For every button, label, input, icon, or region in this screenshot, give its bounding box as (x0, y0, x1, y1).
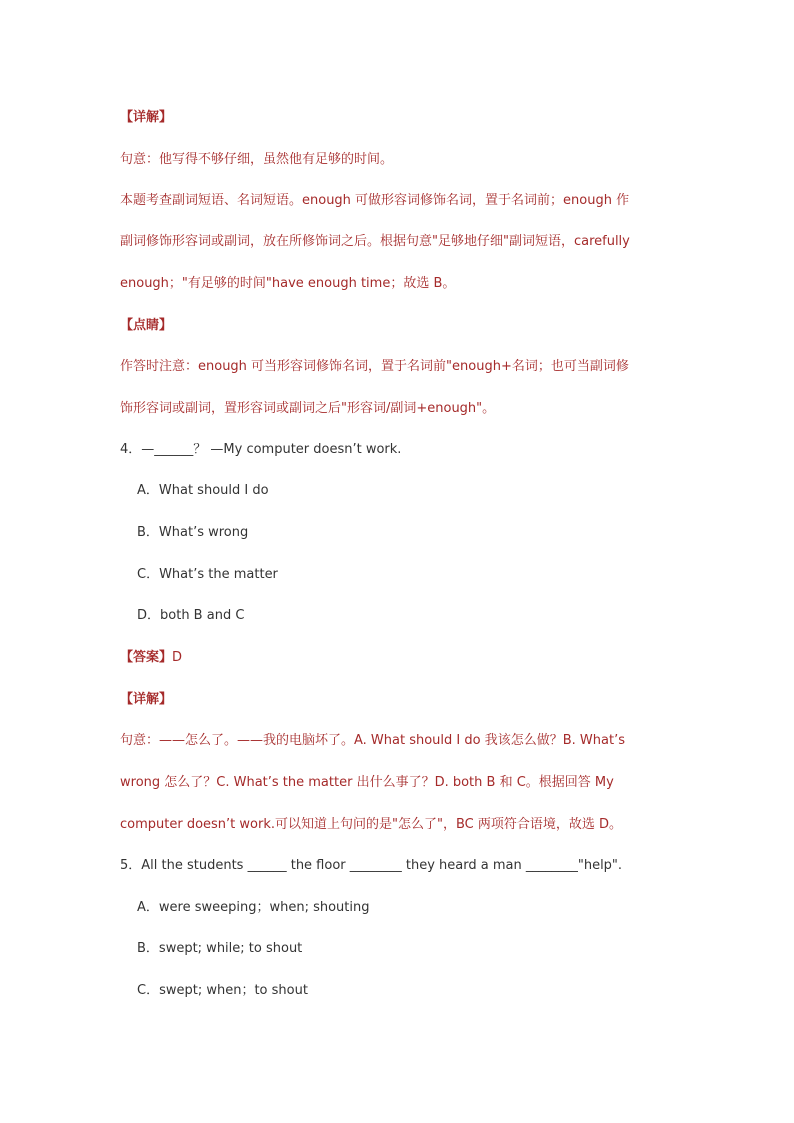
q4-answer (120, 648, 182, 668)
question-5-stem: 5．All the students ______ the floor ________ they heard a man ________"help". (120, 858, 623, 873)
q5-option-b: B．swept; while; to shout (137, 941, 303, 956)
q5-option-c: C．swept; when；to shout (137, 983, 308, 998)
q4-option-a: A．What should I do (137, 483, 269, 498)
q3-explanation-line: 副词修饰形容词或副词，放在所修饰词之后。根据句意"足够地仔细"副词短语，carefully (120, 234, 630, 249)
q4-answer-label: 【答案】 (120, 650, 173, 665)
q4-option-b: B．What’s wrong (137, 525, 249, 540)
q3-tip-line: 作答时注意：enough 可当形容词修饰名词，置于名词前"enough+名词；也可当副词修 (120, 359, 629, 374)
q4-answer-value: D (172, 650, 183, 665)
q4-option-d: D．both B and C (137, 608, 245, 623)
q4-explanation-line: computer doesn’t work.可以知道上句问的是"怎么了"，BC 两项符合语境，故选 D。 (120, 817, 622, 832)
q3-explanation-heading: 【详解】 (120, 110, 173, 125)
q3-tip-heading: 【点睛】 (120, 318, 173, 333)
q3-explanation-line: 本题考查副词短语、名词短语。enough 可做形容词修饰名词，置于名词前；enough 作 (120, 193, 630, 208)
q4-explanation-heading: 【详解】 (120, 692, 173, 707)
q3-explanation-line: 句意：他写得不够仔细，虽然他有足够的时间。 (120, 152, 394, 167)
q3-tip-line: 饰形容词或副词，置形容词或副词之后"形容词/副词+enough"。 (120, 401, 496, 416)
q5-option-a: A．were sweeping；when; shouting (137, 900, 370, 915)
q4-explanation-line: 句意：——怎么了。——我的电脑坏了。A. What should I do 我该怎么做？B. What’s (120, 733, 625, 748)
q3-explanation-line: enough；"有足够的时间"have enough time；故选 B。 (120, 276, 456, 291)
q4-explanation-line: wrong 怎么了？C. What’s the matter 出什么事了？D. both B 和 C。根据回答 My (120, 775, 614, 790)
q4-option-c: C．What’s the matter (137, 567, 278, 582)
question-4-stem: 4．—______？ —My computer doesn’t work. (120, 442, 402, 457)
